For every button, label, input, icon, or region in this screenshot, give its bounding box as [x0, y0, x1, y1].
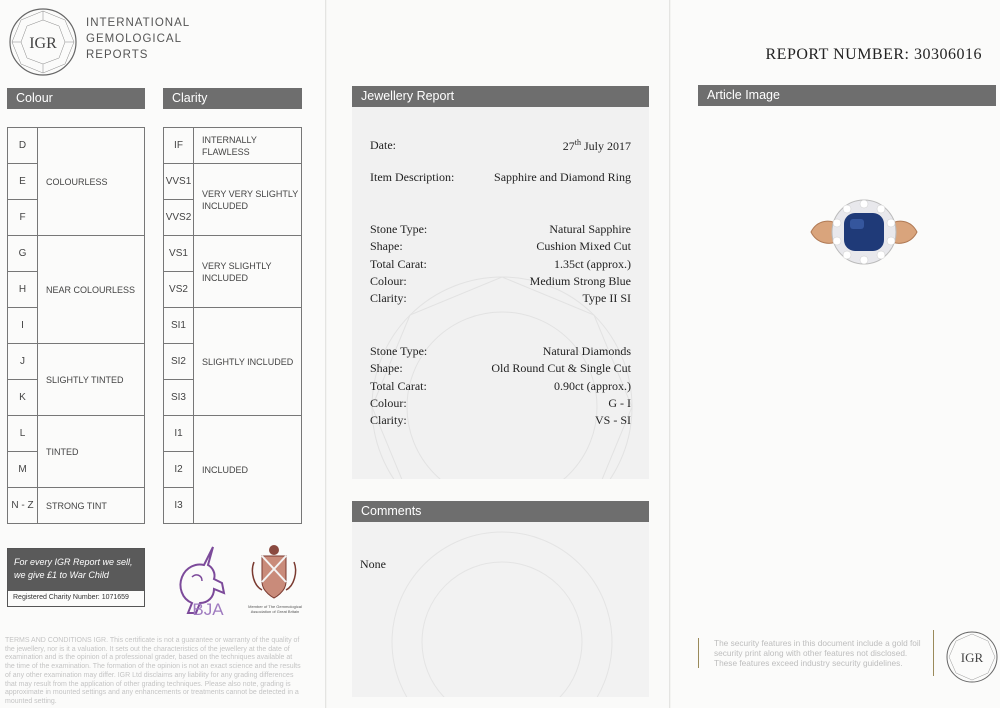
brand-line-2: GEMOLOGICAL — [86, 33, 182, 45]
date-value: 27th July 2017 — [562, 138, 631, 153]
date-label: Date: — [370, 138, 396, 152]
detail-value: VS - SI — [594, 413, 631, 428]
seal-divider — [933, 630, 934, 676]
colour-grade-code: D — [8, 128, 38, 164]
detail-label: Clarity: — [370, 413, 407, 428]
detail-value: Natural Diamonds — [542, 344, 631, 358]
colour-grade-code: M — [8, 452, 38, 488]
detail-value: G - I — [608, 395, 631, 410]
report-details — [352, 107, 649, 479]
colour-grade-code: E — [8, 164, 38, 200]
igr-seal-icon — [945, 630, 999, 684]
comments-value: None — [360, 557, 386, 571]
colour-grade-code: L — [8, 416, 38, 452]
detail-value: 0.90ct (approx.) — [554, 378, 631, 393]
colour-row — [8, 416, 145, 452]
article-image-panel — [671, 0, 1000, 708]
colour-grade-code: K — [8, 380, 38, 416]
terms-and-conditions: TERMS AND CONDITIONS IGR. This certificate is not a guarantee or warranty of the quality of the jewellery, nor is it a valuation. It sets out the characteristics of the jewellery at the date of examination and is the opinion of a professional grader, based on the techniques available at the time of the examination. The formation of the opinion is not an exact science and the results of any other examination may differ. IGR Ltd disclaims any liability for any grading differences that may result from the application of other grading techniques. Please also note, grading is approximate in mounted settings and any enhancements or treatments cannot be detected in a mounted setting. — [5, 637, 301, 705]
detail-row — [370, 291, 631, 306]
comments-area — [352, 522, 649, 697]
igr-logo-icon — [8, 7, 78, 77]
colour-grade-code: G — [8, 236, 38, 272]
colour-header: Colour — [7, 88, 145, 109]
clarity-row — [164, 236, 302, 272]
ring-photo-icon — [809, 196, 919, 266]
colour-row — [8, 128, 145, 164]
clarity-grade-code: VS1 — [164, 236, 194, 272]
clarity-grade-code: I2 — [164, 452, 194, 488]
logo-text: IGR — [29, 35, 57, 52]
detail-label: Total Carat: — [370, 378, 427, 393]
detail-label: Stone Type: — [370, 344, 428, 358]
date-row — [370, 138, 631, 154]
clarity-grade-code: SI3 — [164, 380, 194, 416]
detail-row — [370, 257, 631, 272]
clarity-grade-code: SI2 — [164, 344, 194, 380]
detail-row — [370, 274, 631, 289]
detail-value: Old Round Cut & Single Cut — [491, 361, 631, 376]
colour-grade-code: H — [8, 272, 38, 308]
detail-row — [370, 222, 631, 237]
colour-grade-description: COLOURLESS — [38, 128, 145, 236]
clarity-row — [164, 128, 302, 164]
colour-grade-description: SLIGHTLY TINTED — [38, 344, 145, 416]
detail-label: Clarity: — [370, 291, 407, 306]
security-note: The security features in this document include a gold foil security print along with other features not disclosed. These features exceed industry security guidelines. — [698, 638, 924, 668]
item-description-label: Item Description: — [370, 170, 455, 184]
comments-header: Comments — [352, 501, 649, 522]
clarity-grade-description: INCLUDED — [194, 416, 302, 524]
clarity-grade-description: INTERNALLY FLAWLESS — [194, 128, 302, 164]
clarity-header: Clarity — [163, 88, 302, 109]
colour-grade-description: TINTED — [38, 416, 145, 488]
colour-grade-code: J — [8, 344, 38, 380]
detail-row — [370, 361, 631, 376]
grading-scale-panel — [0, 0, 326, 708]
colour-grade-description: NEAR COLOURLESS — [38, 236, 145, 344]
clarity-grade-code: VVS2 — [164, 200, 194, 236]
detail-row — [370, 396, 631, 411]
clarity-grade-code: SI1 — [164, 308, 194, 344]
clarity-scale-table — [163, 127, 302, 524]
detail-label: Shape: — [370, 361, 403, 376]
clarity-grade-description: VERY VERY SLIGHTLY INCLUDED — [194, 164, 302, 236]
detail-label: Stone Type: — [370, 222, 428, 236]
item-description-row — [370, 170, 631, 185]
colour-grade-code: N - Z — [8, 488, 38, 524]
detail-label: Colour: — [370, 395, 407, 410]
brand-line-3: REPORTS — [86, 49, 149, 61]
crest-caption: Member of The Gemmological Association of Great Britain — [248, 604, 302, 614]
jewellery-report-header: Jewellery Report — [352, 86, 649, 107]
detail-row — [370, 379, 631, 394]
clarity-row — [164, 308, 302, 344]
detail-row — [370, 413, 631, 428]
clarity-grade-code: IF — [164, 128, 194, 164]
detail-row — [370, 239, 631, 254]
colour-row — [8, 344, 145, 380]
clarity-row — [164, 416, 302, 452]
clarity-grade-code: VS2 — [164, 272, 194, 308]
colour-scale-table — [7, 127, 145, 524]
detail-value: 1.35ct (approx.) — [554, 256, 631, 271]
colour-grade-code: I — [8, 308, 38, 344]
detail-label: Shape: — [370, 239, 403, 254]
clarity-grade-code: I1 — [164, 416, 194, 452]
bja-text: BJA — [192, 600, 224, 618]
detail-value: Natural Sapphire — [549, 222, 631, 236]
detail-value: Cushion Mixed Cut — [536, 239, 631, 254]
clarity-row — [164, 164, 302, 200]
charity-registration: Registered Charity Number: 1071659 — [13, 594, 129, 601]
detail-value: Medium Strong Blue — [529, 273, 631, 288]
item-description-value: Sapphire and Diamond Ring — [494, 170, 631, 184]
article-image-header: Article Image — [698, 85, 996, 106]
clarity-grade-description: SLIGHTLY INCLUDED — [194, 308, 302, 416]
colour-grade-code: F — [8, 200, 38, 236]
detail-value: Type II SI — [582, 291, 631, 306]
charity-box — [7, 548, 145, 607]
colour-row — [8, 236, 145, 272]
report-panel — [327, 0, 670, 708]
clarity-grade-code: VVS1 — [164, 164, 194, 200]
charity-message: For every IGR Report we sell, we give £1 to War Child — [8, 549, 144, 591]
brand-name — [86, 15, 190, 63]
seal-text: IGR — [960, 650, 984, 665]
clarity-grade-code: I3 — [164, 488, 194, 524]
bja-unicorn-logo-icon — [168, 543, 238, 618]
detail-row — [370, 344, 631, 359]
report-number: REPORT NUMBER: 30306016 — [765, 46, 982, 63]
detail-label: Total Carat: — [370, 256, 427, 271]
igr-watermark-icon — [352, 522, 649, 697]
detail-label: Colour: — [370, 273, 407, 288]
colour-row — [8, 488, 145, 524]
clarity-grade-description: VERY SLIGHTLY INCLUDED — [194, 236, 302, 308]
colour-grade-description: STRONG TINT — [38, 488, 145, 524]
brand-line-1: INTERNATIONAL — [86, 17, 191, 29]
